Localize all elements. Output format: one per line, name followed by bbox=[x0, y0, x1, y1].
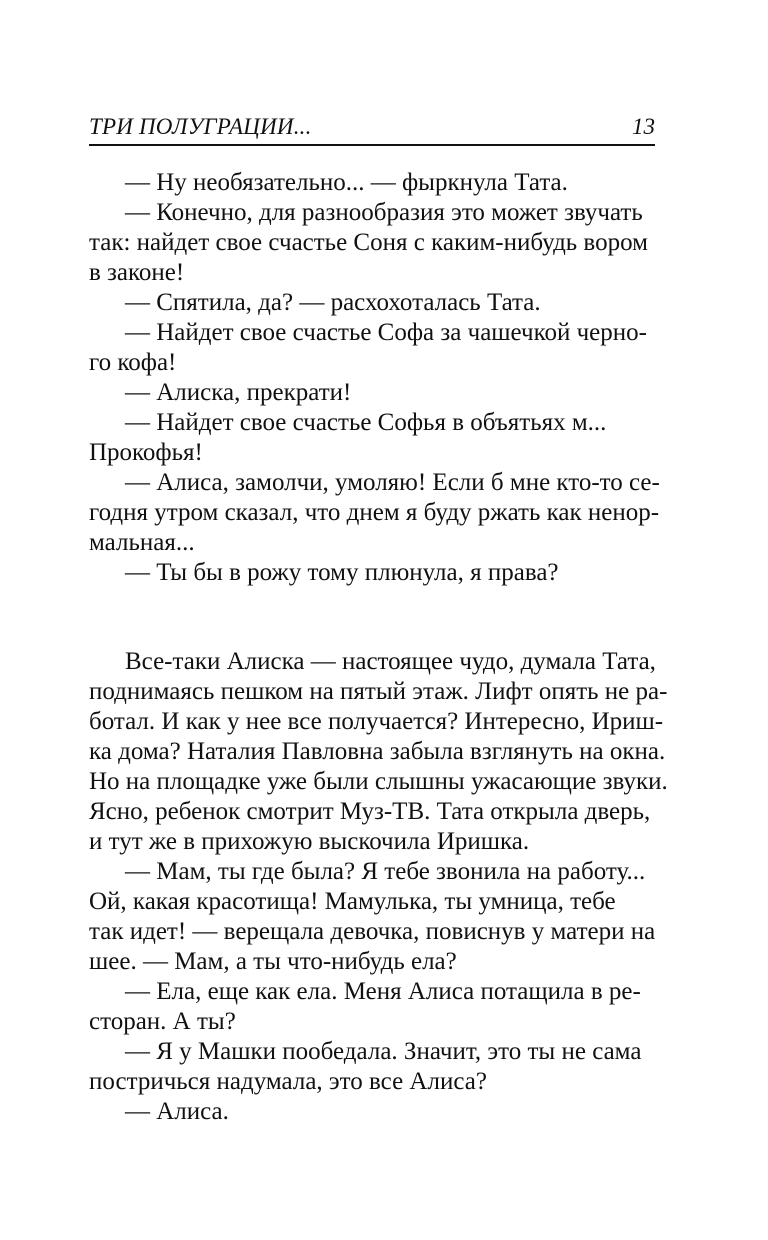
text-line: — Найдет свое счастье Софа за чашечкой черно- bbox=[125, 319, 647, 346]
text-line: и тут же в прихожую выскочила Иришка. bbox=[89, 828, 530, 855]
text-line: годня утром сказал, что днем я буду ржать как ненор- bbox=[89, 499, 660, 526]
text-line: — Алиска, прекрати! bbox=[125, 379, 352, 406]
running-header bbox=[89, 110, 655, 146]
text-line: мальная... bbox=[89, 529, 195, 556]
text-line: Ой, какая красотища! Мамулька, ты умница, тебе bbox=[89, 888, 616, 915]
text-line: поднимаясь пешком на пятый этаж. Лифт опять не ра- bbox=[89, 678, 668, 705]
text-line: — Ела, еще как ела. Меня Алиса потащила в ре- bbox=[125, 978, 641, 1005]
text-line: сторан. А ты? bbox=[89, 1008, 236, 1035]
text-line: — Алиса, замолчи, умоляю! Если б мне кто-то се- bbox=[125, 469, 660, 496]
text-line: шее. — Мам, а ты что-нибудь ела? bbox=[89, 948, 457, 975]
text-line: — Алиса. bbox=[125, 1098, 229, 1125]
text-line: так: найдет свое счастье Соня с каким-нибудь вором bbox=[89, 229, 648, 256]
text-line: Ясно, ребенок смотрит Муз-ТВ. Тата открыла дверь, bbox=[89, 798, 651, 825]
text-line: — Ну необязательно... — фыркнула Тата. bbox=[125, 169, 568, 196]
text-line: Но на площадке уже были слышны ужасающие звуки. bbox=[89, 768, 668, 795]
page-number: 13 bbox=[632, 114, 655, 139]
text-line: постричься надумала, это все Алиса? bbox=[89, 1068, 487, 1095]
text-line: Прокофья! bbox=[89, 439, 203, 466]
text-line: — Конечно, для разнообразия это может звучать bbox=[125, 199, 643, 226]
text-line: Все-таки Алиска — настоящее чудо, думала Тата, bbox=[125, 648, 656, 675]
text-line: — Мам, ты где была? Я тебе звонила на работу... bbox=[125, 858, 646, 885]
text-line: — Я у Машки пообедала. Значит, это ты не сама bbox=[125, 1038, 642, 1065]
running-title: ТРИ ПОЛУГРАЦИИ... bbox=[89, 114, 312, 139]
text-line: — Спятила, да? — расхохоталась Тата. bbox=[125, 289, 541, 316]
text-line: — Найдет свое счастье Софья в объятьях м... bbox=[125, 409, 607, 436]
text-line: — Ты бы в рожу тому плюнула, я права? bbox=[125, 559, 559, 586]
text-line: так идет! — верещала девочка, повиснув у матери на bbox=[89, 918, 656, 945]
text-line: го кофа! bbox=[89, 349, 177, 376]
text-line: в законе! bbox=[89, 259, 185, 286]
text-line: ка дома? Наталия Павловна забыла взглянуть на окна. bbox=[89, 738, 666, 765]
text-line: ботал. И как у нее все получается? Интересно, Ириш- bbox=[89, 708, 664, 735]
